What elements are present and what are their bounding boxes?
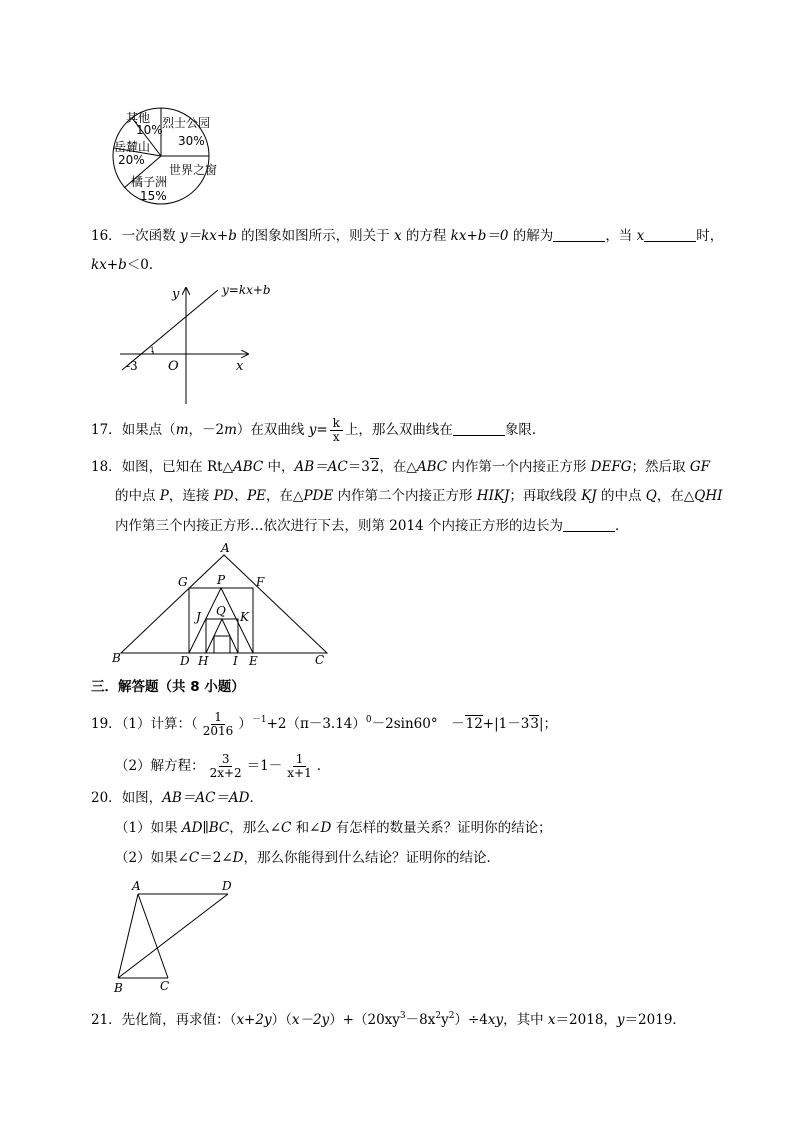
section-heading: 三．解答题（共 8 小题）	[91, 679, 245, 695]
q19-fraction-1-over-2016: $\frac{1}{2016}$	[202, 710, 234, 738]
pie-value-other: 10%	[136, 123, 163, 137]
pie-value-martyrs-park: 30%	[178, 134, 205, 148]
q16-x-axis-label: x	[236, 359, 244, 374]
q20-label-D: D	[222, 879, 232, 893]
q18-label-A: A	[221, 541, 230, 555]
q16-answer-blank-1[interactable]	[553, 227, 605, 242]
q18-label-G: G	[178, 575, 188, 589]
q20-part1: （1）如果 AD∥BC，那么∠C 和∠D 有怎样的数量关系？证明你的结论；	[115, 820, 552, 836]
pie-label-window-world: 世界之窗	[169, 163, 218, 177]
pie-label-martyrs-park: 烈士公园	[162, 116, 211, 130]
q16-line2: kx+b＜0．	[91, 257, 163, 273]
q20-label-B: B	[114, 981, 123, 995]
q18-label-Q: Q	[216, 604, 226, 618]
q20-label-C: C	[160, 979, 170, 993]
q18-label-I: I	[233, 654, 238, 668]
q16-answer-blank-2[interactable]	[644, 227, 696, 242]
q19-fraction-3-over-2x2: $\frac{3}{2x+2}$	[209, 752, 242, 780]
q21-line: 21．先化简，再求值：$(x+2y)(x-2y)+(20xy^3-8x^2y^2)\div 4xy$，其中 x＝2018，y＝2019．	[91, 1011, 686, 1028]
q18-line2: 的中点 P，连接 PD、PE，在△PDE 内作第二个内接正方形 HIKJ；再取线段 KJ 的中点 Q，在△QHI	[115, 488, 723, 504]
q19-sqrt-3: 3	[530, 716, 539, 732]
q20-label-A: A	[132, 879, 141, 893]
q18-label-J: J	[196, 610, 201, 624]
q18-line3: 内作第三个内接正方形…依次进行下去，则第 2014 个内接正方形的边长为 ．	[115, 518, 629, 534]
q18-radical: 2	[370, 459, 380, 475]
q20-part2: （2）如果∠C＝2∠D，那么你能得到什么结论？证明你的结论．	[115, 850, 500, 866]
q17-line: 17．如果点（m，－2m）在双曲线 y= $\frac{k}{x}$ 上，那么双曲线在 象限．	[91, 416, 546, 444]
q16-origin-label: O	[168, 359, 179, 374]
pie-label-yuelu: 岳麓山	[114, 140, 151, 154]
pie-value-orange-isle: 15%	[140, 189, 167, 203]
pie-label-other: 其他	[126, 111, 151, 125]
q19-fraction-1-over-x1: $\frac{1}{x+1}$	[287, 752, 312, 780]
q20-figure	[110, 876, 240, 996]
q18-label-K: K	[240, 610, 249, 624]
q17-answer-blank[interactable]	[453, 421, 505, 436]
q18-triangle-figure	[110, 540, 335, 670]
q17-fraction: $\frac{k}{x}$	[330, 417, 343, 444]
q16-line-label: y=kx+b	[222, 283, 271, 297]
q16-graph-figure	[112, 278, 282, 408]
q18-label-B: B	[112, 651, 121, 665]
q18-label-E: E	[249, 654, 258, 668]
q18-line1: 18．如图，已知在 Rt△ABC 中，AB＝AC＝32，在△ABC 内作第一个内接正方形 DEFG；然后取 GF	[91, 459, 710, 475]
q19-sqrt-12: 12	[465, 716, 483, 732]
pie-label-orange-isle: 橘子洲	[131, 175, 168, 189]
q16-line1: 16．一次函数 y＝kx+b 的图象如图所示，则关于 x 的方程 kx+b＝0 的解为 ，当 x 时，	[91, 228, 724, 244]
q16-neg3-label: -3	[126, 359, 138, 373]
q19-part2: （2）解方程： $\frac{3}{2x+2}$ ＝1－ $\frac{1}{x+1}$ ．	[115, 752, 331, 780]
q16-y-axis-label: y	[172, 287, 180, 302]
q18-label-C: C	[315, 653, 325, 667]
q20-stem: 20．如图，AB＝AC＝AD．	[91, 790, 264, 806]
q18-answer-blank[interactable]	[563, 517, 615, 532]
q19-part1: 19．（1）计算：（ $\frac{1}{2016}$ ）$^{-1}+2(\pi-3.14)^0-2\sin 60^\circ$ －12+|1－33|；	[91, 710, 557, 738]
pie-chart-figure	[112, 100, 232, 210]
q16-one-label: 1	[150, 346, 155, 354]
q18-label-H: H	[198, 654, 209, 668]
pie-value-yuelu: 20%	[118, 153, 145, 167]
q18-label-P: P	[217, 573, 226, 587]
q18-label-F: F	[256, 575, 265, 589]
q18-label-D: D	[180, 654, 190, 668]
